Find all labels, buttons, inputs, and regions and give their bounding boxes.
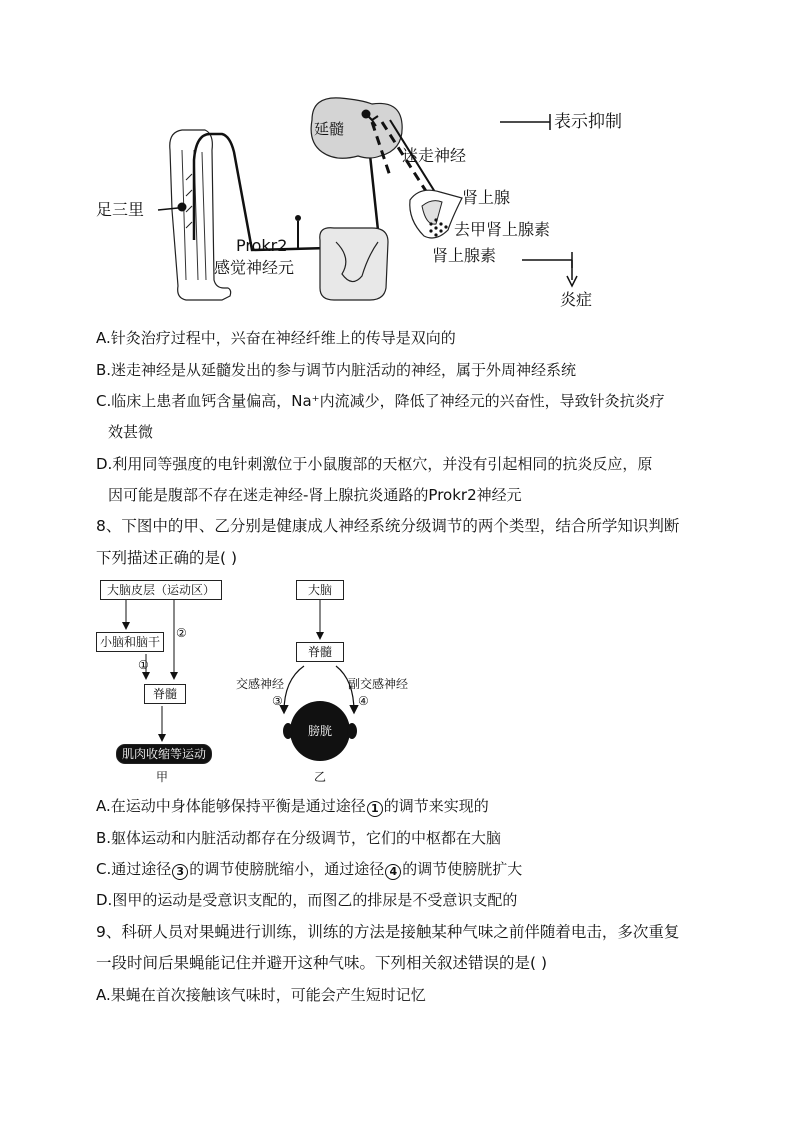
label-zusanli: 足三里 (96, 200, 145, 219)
box-brain: 大脑 (296, 580, 344, 600)
label-sympathetic: 交感神经 (236, 677, 285, 691)
q7-option-c-line2: 效甚微 (108, 423, 154, 441)
q7-option-a: A.针灸治疗过程中，兴奋在神经纤维上的传导是双向的 (96, 329, 456, 347)
label-n4: ④ (358, 694, 369, 708)
q8-option-c: C.通过途径 3 的调节使膀胱缩小，通过途径 4 的调节使膀胱扩大 (96, 860, 523, 878)
label-jia: 甲 (156, 770, 169, 784)
label-norepinephrine: 去甲肾上腺素 (454, 220, 551, 239)
label-adrenal: 肾上腺 (462, 188, 511, 207)
box-muscle: 肌肉收缩等运动 (116, 744, 212, 764)
q7-option-d-line2: 因可能是腹部不存在迷走神经-肾上腺抗炎通路的Prokr2神经元 (108, 486, 522, 504)
q8-stem-line1: 8、下图中的甲、乙分别是健康成人神经系统分级调节的两个类型，结合所学知识判断 (96, 517, 680, 535)
box-cortex: 大脑皮层（运动区） (100, 580, 222, 600)
q9-option-a: A.果蝇在首次接触该气味时，可能会产生短时记忆 (96, 986, 426, 1004)
q7-option-d-line1: D.利用同等强度的电针刺激位于小鼠腹部的天枢穴，并没有引起相同的抗炎反应，原 (96, 455, 653, 473)
circled-number: 4 (385, 864, 401, 880)
circled-number: 3 (172, 864, 188, 880)
spinal-cord-section (320, 228, 388, 300)
label-medulla: 延髓 (314, 120, 345, 138)
q9-stem-line2: 一段时间后果蝇能记住并避开这种气味。下列相关叙述错误的是( ) (96, 954, 548, 972)
label-bladder: 膀胱 (308, 724, 333, 738)
q8-option-a: A.在运动中身体能够保持平衡是通过途径 1 的调节来实现的 (96, 797, 489, 815)
box-spinal-a: 脊髓 (144, 684, 186, 704)
box-cerebellum: 小脑和脑干 (96, 632, 164, 652)
label-n1: ① (138, 658, 149, 672)
q9-stem-line1: 9、科研人员对果蝇进行训练，训练的方法是接触某种气味之前伴随着电击，多次重复 (96, 923, 680, 941)
circled-number: 1 (367, 801, 383, 817)
q8-option-d: D.图甲的运动是受意识支配的，而图乙的排尿是不受意识支配的 (96, 891, 518, 909)
q8-option-b: B.躯体运动和内脏活动都存在分级调节，它们的中枢都在大脑 (96, 829, 502, 847)
label-yi: 乙 (314, 770, 327, 784)
label-vagus: 迷走神经 (402, 146, 467, 165)
q8-stem-line2: 下列描述正确的是( ) (96, 549, 238, 567)
label-inflammation: 炎症 (560, 290, 593, 309)
label-n3: ③ (272, 694, 283, 708)
label-sensory-neuron: 感觉神经元 (214, 258, 295, 277)
label-n2: ② (176, 626, 187, 640)
hierarchy-figure (96, 574, 436, 789)
box-spinal-b: 脊髓 (296, 642, 344, 662)
label-epinephrine: 肾上腺素 (432, 246, 497, 265)
label-legend: 表示抑制 (554, 112, 622, 132)
label-parasympathetic: 副交感神经 (348, 677, 409, 691)
q7-option-c-line1: C.临床上患者血钙含量偏高，Na⁺内流减少，降低了神经元的兴奋性，导致针灸抗炎疗 (96, 392, 665, 410)
label-prokr2: Prokr2 (236, 236, 288, 255)
acupoint-dot (178, 203, 187, 212)
neural-pathway-figure (90, 90, 650, 315)
q7-option-b: B.迷走神经是从延髓发出的参与调节内脏活动的神经，属于外周神经系统 (96, 361, 577, 379)
